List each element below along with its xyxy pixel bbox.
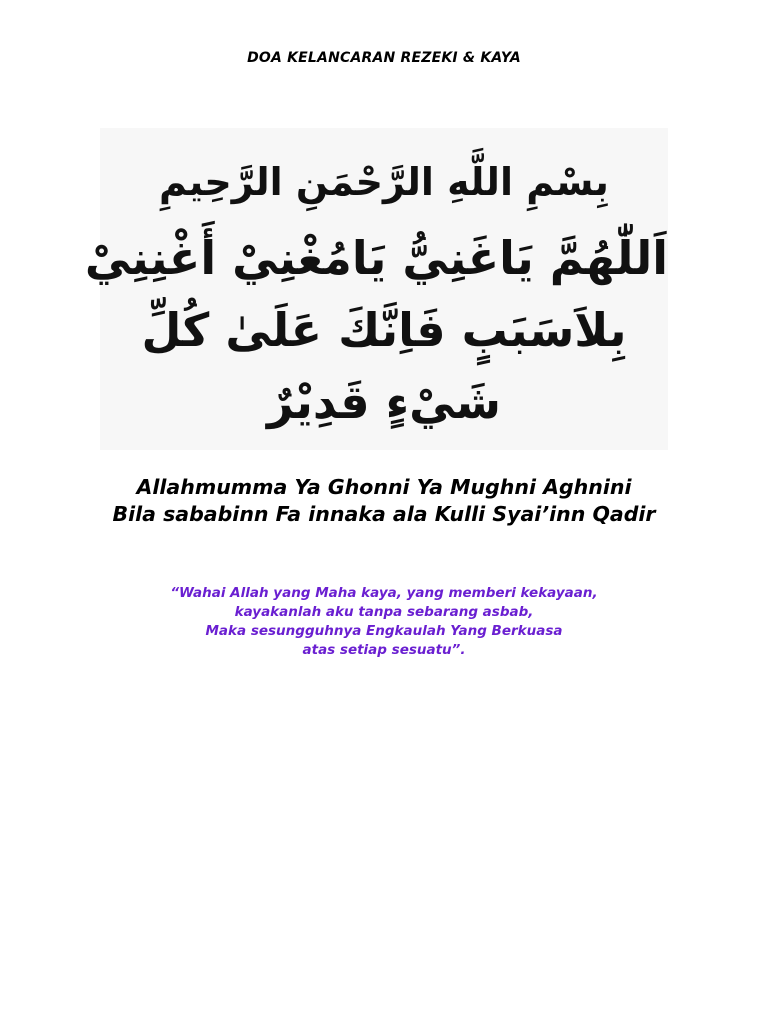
translation-line-4: atas setiap sesuatu”.	[302, 642, 466, 658]
arabic-prayer-image	[84, 128, 668, 450]
page-title: DOA KELANCARAN REZEKI & KAYA	[247, 50, 521, 66]
transliteration-line-2: Bila sababinn Fa innaka ala Kulli Syai’inn Qadir	[112, 502, 656, 526]
translation-line-3: Maka sesungguhnya Engkaulah Yang Berkuasa	[205, 623, 563, 639]
transliteration-line-1: Allahmumma Ya Ghonni Ya Mughni Aghnini	[136, 475, 632, 499]
translation-line-2: kayakanlah aku tanpa sebarang asbab,	[234, 604, 534, 620]
transliteration-block	[0, 474, 768, 528]
translation-line-1: “Wahai Allah yang Maha kaya, yang memberi kekayaan,	[170, 585, 598, 601]
translation-block	[0, 584, 768, 660]
arabic-prayer-line-1: اَللّٰهُمَّ يَاغَنِيُّ يَامُغْنِيْ أَغْنِنِيْ	[84, 231, 668, 285]
arabic-basmala-line: بِسْمِ اللَّهِ الرَّحْمَنِ الرَّحِيمِ	[159, 160, 609, 204]
arabic-prayer-line-2: بِلاَسَبَبٍ فَاِنَّكَ عَلَىٰ كُلِّ	[141, 303, 627, 357]
arabic-prayer-line-3: شَيْءٍ قَدِيْرٌ	[267, 375, 501, 429]
